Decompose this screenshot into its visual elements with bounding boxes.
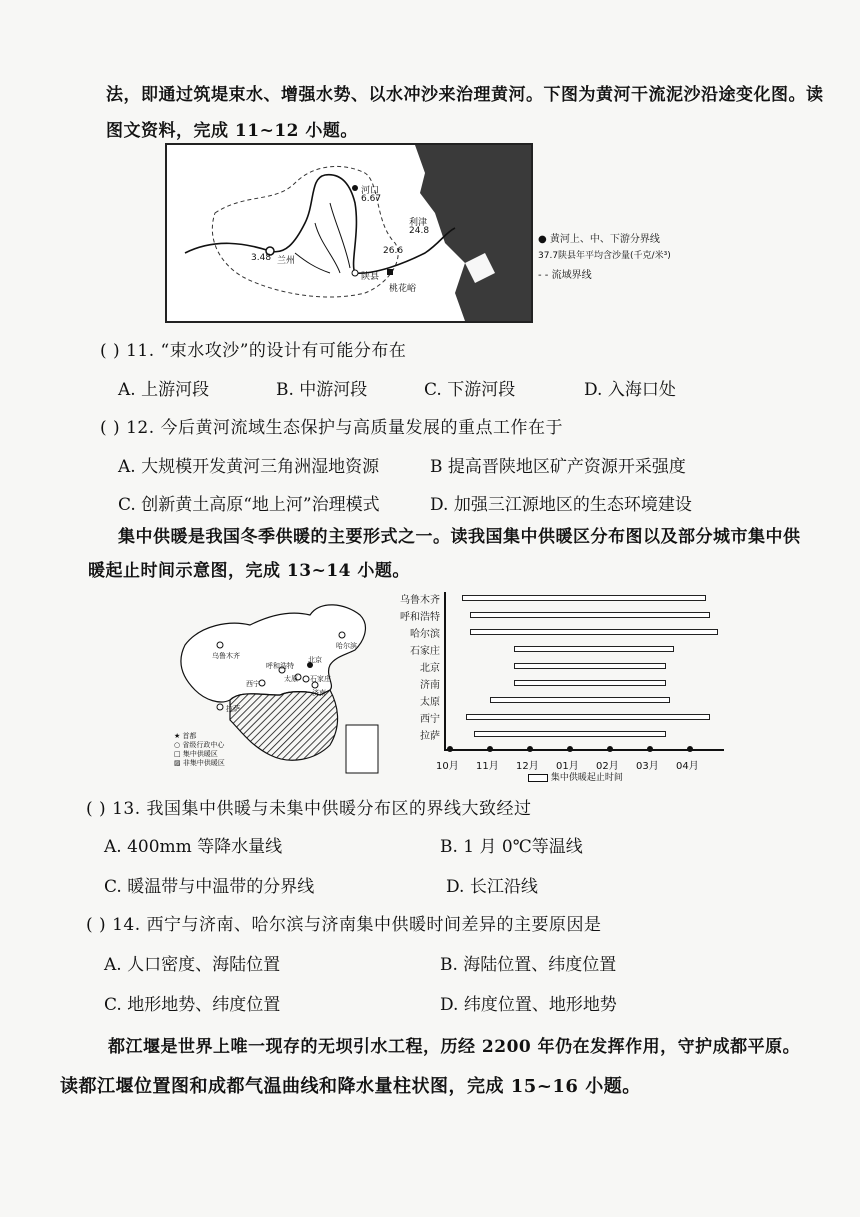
chart-bar xyxy=(514,680,666,686)
chart-category-label: 乌鲁木齐 xyxy=(400,595,440,606)
chart-tick-mark xyxy=(487,746,493,752)
map2-legend-unheated: ▨ 非集中供暖区 xyxy=(174,759,225,767)
city-taiyuan: 太原 xyxy=(284,675,298,683)
city-urumqi: 乌鲁木齐 xyxy=(212,652,240,660)
chart-tick-label: 03月 xyxy=(636,761,659,772)
chart-category-label: 太原 xyxy=(420,697,440,708)
chart-tick-mark xyxy=(567,746,573,752)
chart-legend-swatch xyxy=(528,774,548,782)
chart-tick-label: 01月 xyxy=(556,761,579,772)
city-lhasa: 拉萨 xyxy=(226,705,240,713)
chart-bar xyxy=(462,595,706,601)
value-shanxian: 26.6 xyxy=(383,246,404,256)
chart-bar xyxy=(474,731,666,737)
intro-text-line: 图文资料，完成 11~12 小题。 xyxy=(106,121,358,141)
chart-category-label: 石家庄 xyxy=(410,646,440,657)
chart-category-label: 呼和浩特 xyxy=(400,612,440,623)
city-hohhot: 呼和浩特 xyxy=(266,662,294,670)
chart-category-label: 北京 xyxy=(420,663,440,674)
chart-bar xyxy=(514,646,674,652)
legend-sediment-prefix: 37.7陕县 xyxy=(538,251,577,261)
yellow-river-map xyxy=(165,143,533,323)
chart-bar xyxy=(490,697,670,703)
intro-text-line: 都江堰是世界上唯一现存的无坝引水工程，历经 2200 年仍在发挥作用，守护成都平原。 xyxy=(108,1037,801,1057)
q12-option-c[interactable]: C. 创新黄土高原“地上河”治理模式 xyxy=(118,495,380,515)
chart-tick-mark xyxy=(687,746,693,752)
q11-option-d[interactable]: D. 入海口处 xyxy=(584,380,676,400)
city-beijing: 北京 xyxy=(308,656,322,664)
city-harbin: 哈尔滨 xyxy=(336,642,357,650)
question-14-stem: ( ) 14. 西宁与济南、哈尔滨与济南集中供暖时间差异的主要原因是 xyxy=(86,915,602,935)
map2-legend-heated: □ 集中供暖区 xyxy=(174,750,218,758)
city-jinan: 济南 xyxy=(312,689,326,697)
chart-category-label: 哈尔滨 xyxy=(410,629,440,640)
chart-tick-mark xyxy=(607,746,613,752)
label-lijin: 利津 xyxy=(409,218,428,228)
q11-option-c[interactable]: C. 下游河段 xyxy=(424,380,516,400)
legend-divide: ● 黄河上、中、下游分界线 xyxy=(538,234,660,245)
q13-option-b[interactable]: B. 1 月 0℃等温线 xyxy=(440,837,583,857)
intro-text-line: 集中供暖是我国冬季供暖的主要形式之一。读我国集中供暖区分布图以及部分城市集中供 xyxy=(118,527,801,547)
intro-text-line: 法，即通过筑堤束水、增强水势、以水冲沙来治理黄河。下图为黄河干流泥沙沿途变化图。读 xyxy=(106,85,824,105)
x-axis xyxy=(444,749,724,751)
yellow-river-map-drawing xyxy=(165,143,533,323)
question-13-stem: ( ) 13. 我国集中供暖与未集中供暖分布区的界线大致经过 xyxy=(86,799,532,819)
label-taohuayu: 桃花峪 xyxy=(389,284,417,294)
label-hekou: 河口 xyxy=(361,186,380,196)
city-shijiazhuang: 石家庄 xyxy=(310,675,331,683)
value-lanzhou: 3.48 xyxy=(251,253,272,263)
legend-sediment-label: 年平均含沙量(千克/米³) xyxy=(576,251,671,261)
chart-legend xyxy=(528,770,623,783)
chart-legend-label: 集中供暖起止时间 xyxy=(550,773,623,783)
chart-tick-label: 12月 xyxy=(516,761,539,772)
q14-option-d[interactable]: D. 纬度位置、地形地势 xyxy=(440,995,617,1015)
chart-bar xyxy=(514,663,666,669)
q12-option-b[interactable]: B 提高晋陕地区矿产资源开采强度 xyxy=(430,457,686,477)
chart-tick-label: 10月 xyxy=(436,761,459,772)
q13-option-d[interactable]: D. 长江沿线 xyxy=(446,877,538,897)
y-axis xyxy=(444,592,446,750)
intro-text-line: 读都江堰位置图和成都气温曲线和降水量柱状图，完成 15~16 小题。 xyxy=(60,1076,641,1097)
question-11-stem: ( ) 11. “束水攻沙”的设计有可能分布在 xyxy=(100,341,407,361)
q12-option-a[interactable]: A. 大规模开发黄河三角洲湿地资源 xyxy=(118,457,380,477)
chart-tick-mark xyxy=(527,746,533,752)
chart-tick-label: 11月 xyxy=(476,761,499,772)
china-heating-map xyxy=(170,595,388,780)
chart-tick-label: 04月 xyxy=(676,761,699,772)
chart-tick-mark xyxy=(447,746,453,752)
value-lijin: 24.8 xyxy=(409,226,430,236)
map2-legend-capital: ★ 首都 xyxy=(174,732,197,740)
q11-option-b[interactable]: B. 中游河段 xyxy=(276,380,368,400)
chart-tick-mark xyxy=(647,746,653,752)
map2-legend-provincial: ○ 省级行政中心 xyxy=(174,741,225,749)
intro-text-line: 暖起止时间示意图，完成 13~14 小题。 xyxy=(88,561,410,581)
city-xining: 西宁 xyxy=(246,680,260,688)
legend-boundary: - - 流域界线 xyxy=(538,270,592,281)
label-shanxian: 陕县 xyxy=(361,272,380,282)
label-lanzhou: 兰州 xyxy=(277,256,296,266)
q14-option-c[interactable]: C. 地形地势、纬度位置 xyxy=(104,995,281,1015)
chart-category-label: 济南 xyxy=(420,680,440,691)
q14-option-a[interactable]: A. 人口密度、海陆位置 xyxy=(104,955,281,975)
value-hekou: 6.67 xyxy=(361,194,382,204)
q11-option-a[interactable]: A. 上游河段 xyxy=(118,380,210,400)
q12-option-d[interactable]: D. 加强三江源地区的生态环境建设 xyxy=(430,495,692,515)
chart-bar xyxy=(470,629,718,635)
question-12-stem: ( ) 12. 今后黄河流域生态保护与高质量发展的重点工作在于 xyxy=(100,418,564,438)
chart-category-label: 西宁 xyxy=(420,714,440,725)
q14-option-b[interactable]: B. 海陆位置、纬度位置 xyxy=(440,955,617,975)
q13-option-c[interactable]: C. 暖温带与中温带的分界线 xyxy=(104,877,315,897)
chart-tick-label: 02月 xyxy=(596,761,619,772)
chart-bar xyxy=(470,612,710,618)
chart-category-label: 拉萨 xyxy=(420,731,440,742)
chart-bar xyxy=(466,714,710,720)
heating-period-chart xyxy=(388,592,733,782)
legend-sediment xyxy=(538,248,671,261)
q13-option-a[interactable]: A. 400mm 等降水量线 xyxy=(104,837,283,857)
